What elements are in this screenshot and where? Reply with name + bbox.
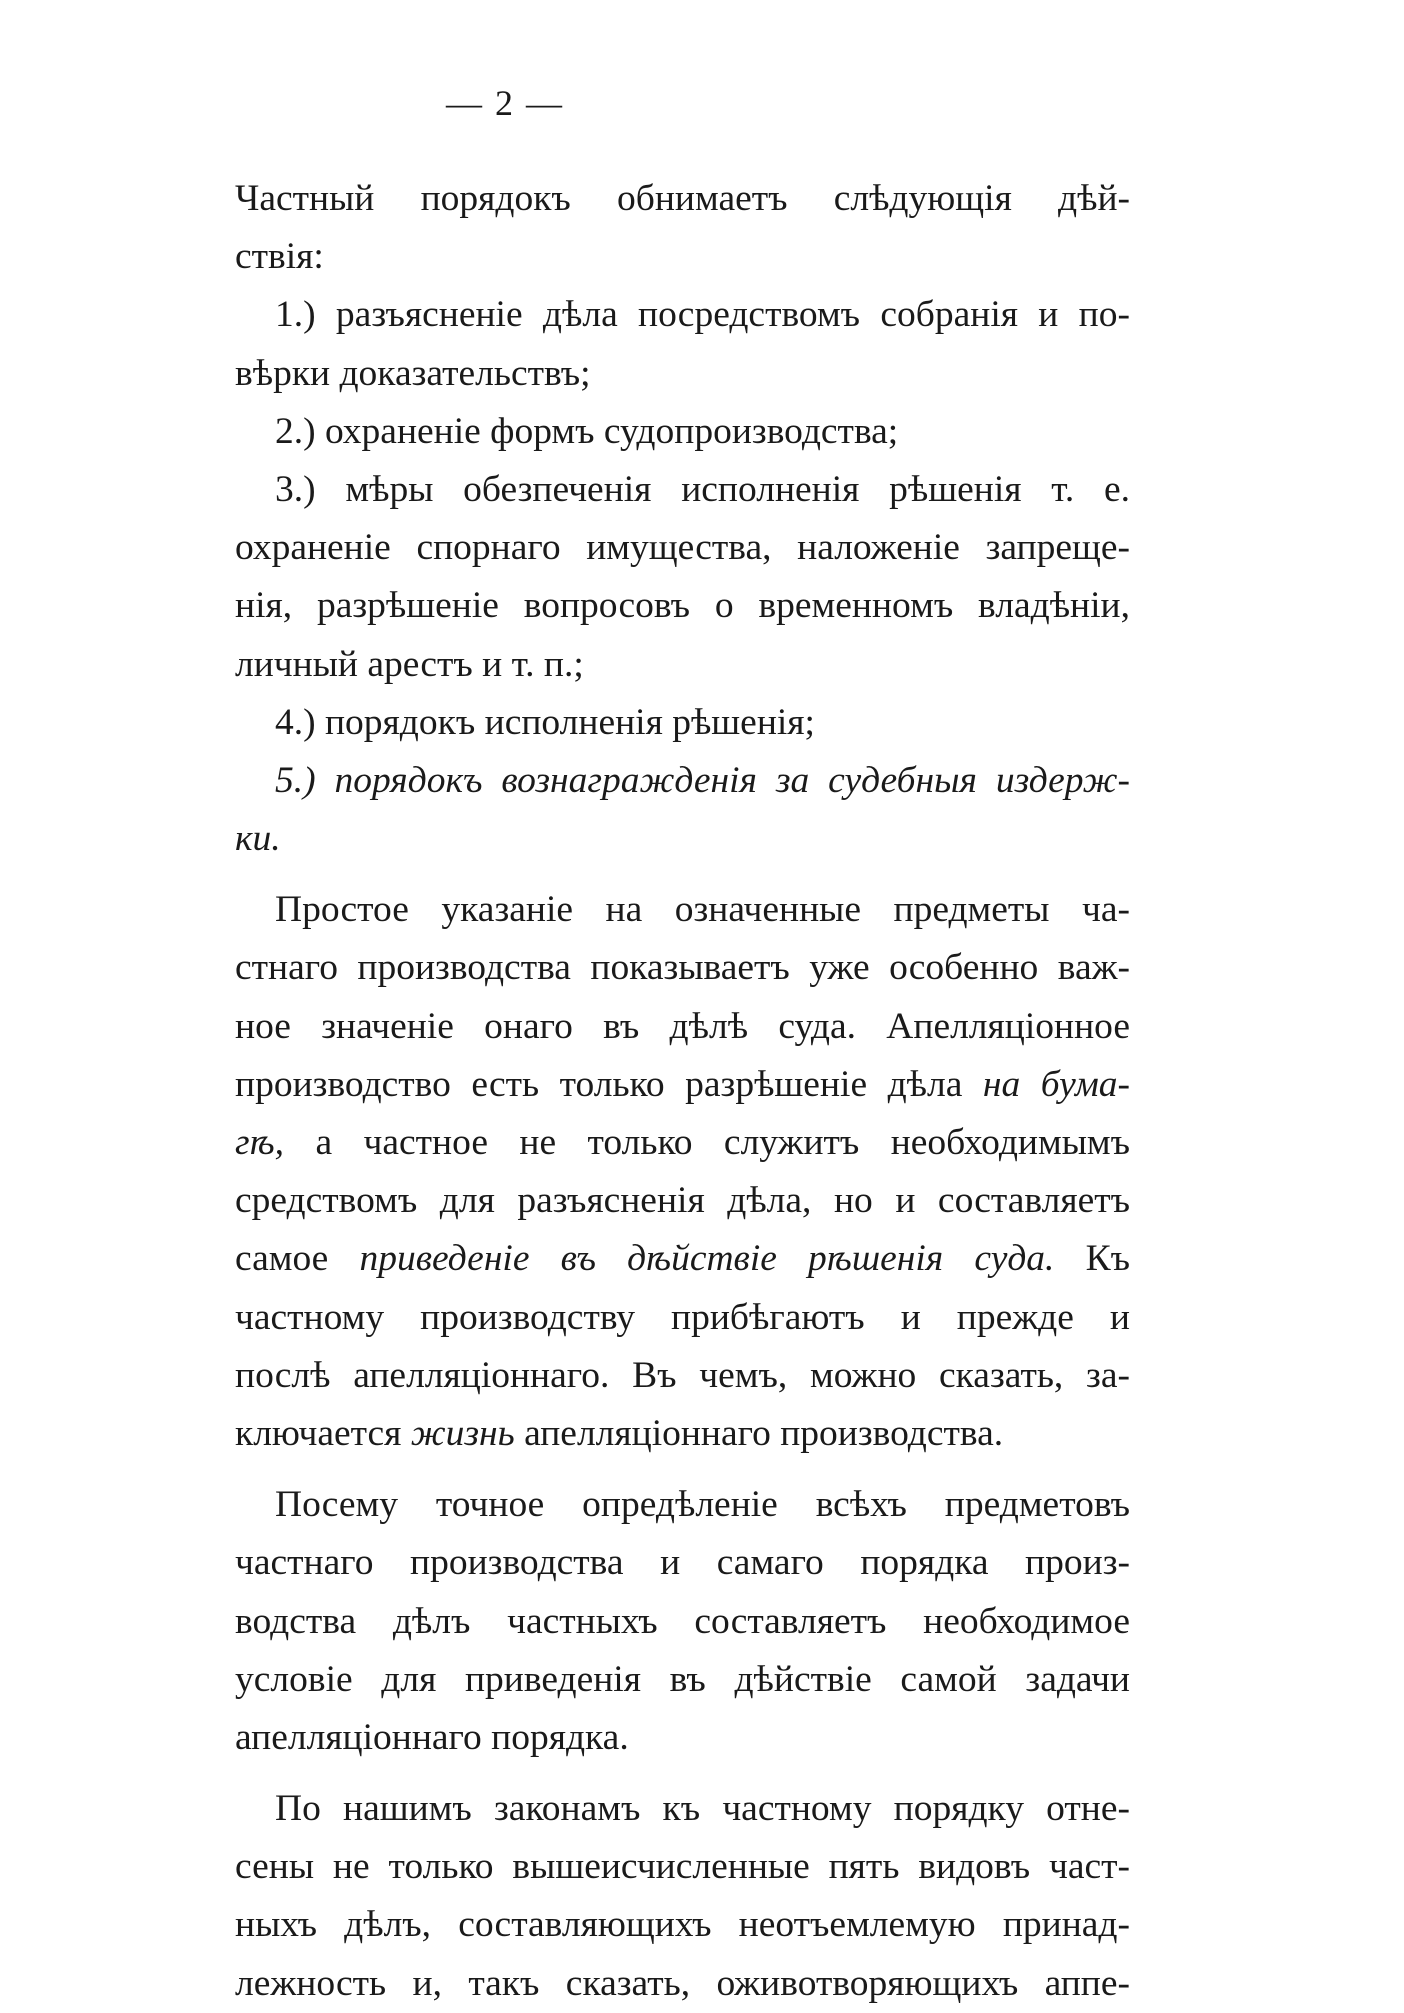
text-run-italic: на бума-: [982, 1063, 1130, 1105]
paragraph-simple-indication: [235, 881, 1130, 1463]
text-run: ключается: [235, 1412, 402, 1454]
list-item-1: [235, 286, 1130, 402]
text-line: [235, 1114, 1130, 1172]
text-run-italic: гѣ,: [235, 1122, 285, 1163]
list-item-4: [235, 694, 1130, 752]
page-number: — 2 —: [446, 83, 564, 123]
text-run: апелляціоннаго производства.: [524, 1412, 1004, 1454]
text-line: [235, 1230, 1130, 1288]
text-line: [235, 1405, 1130, 1463]
text-line: 2.) охраненіе формъ судопроизводства;: [275, 410, 899, 452]
text-line: частнаго производства и самаго порядка произ-: [235, 1542, 1130, 1584]
text-line: послѣ апелляціоннаго. Въ чемъ, можно сказать, за-: [235, 1354, 1130, 1396]
paragraph-intro: [235, 170, 1130, 286]
text-line: ки.: [235, 818, 281, 860]
text-run: Къ: [1085, 1238, 1130, 1280]
text-line: личный арестъ и т. п.;: [235, 643, 584, 685]
list-item-2: [235, 403, 1130, 461]
text-line: Частный порядокъ обнимаетъ слѣдующія дѣй-: [235, 178, 1130, 219]
list-item-3: [235, 461, 1130, 694]
text-line: условіе для приведенія въ дѣйствіе самой задачи: [235, 1658, 1130, 1700]
text-line: частному производству прибѣгаютъ и прежде и: [235, 1296, 1130, 1338]
text-run-italic: приведеніе въ дѣйствіе рѣшенія суда.: [359, 1238, 1055, 1280]
text-line: ное значеніе онаго въ дѣлѣ суда. Апелляціонное: [235, 1005, 1130, 1047]
text-line: вѣрки доказательствъ;: [235, 352, 591, 394]
text-line: апелляціоннаго порядка.: [235, 1716, 629, 1758]
text-line: нія, разрѣшеніе вопросовъ о временномъ владѣніи,: [235, 585, 1130, 627]
text-line: 4.) порядокъ исполненія рѣшенія;: [275, 701, 815, 743]
text-line: средствомъ для разъясненія дѣла, но и составляетъ: [235, 1180, 1130, 1222]
text-line: лежность и, такъ сказать, оживотворяющихъ аппе-: [235, 1962, 1130, 2004]
text-line: охраненіе спорнаго имущества, наложеніе запреще-: [235, 527, 1130, 569]
paragraph-therefore: [235, 1476, 1130, 1767]
text-line: [235, 1056, 1130, 1114]
text-line: Простое указаніе на означенные предметы ча-: [275, 889, 1130, 931]
text-line: ныхъ дѣлъ, составляющихъ неотъемлемую принад-: [235, 1904, 1130, 1946]
text-line: Посему точное опредѣленіе всѣхъ предметовъ: [275, 1484, 1130, 1526]
text-run: самое: [235, 1238, 329, 1280]
page-body: [235, 170, 1130, 2013]
text-line: По нашимъ законамъ къ частному порядку отне-: [275, 1788, 1130, 1830]
text-line: сены не только вышеисчисленные пять видовъ част-: [235, 1846, 1130, 1888]
text-run-italic: жизнь: [410, 1412, 515, 1454]
text-line: 5.) порядокъ вознагражденія за судебныя издерж-: [275, 759, 1130, 801]
text-line: водства дѣлъ частныхъ составляетъ необходимое: [235, 1600, 1130, 1642]
list-item-5: [235, 752, 1130, 868]
text-run: производство есть только разрѣшеніе дѣла: [235, 1063, 963, 1105]
text-line: 1.) разъясненіе дѣла посредствомъ собранія и по-: [275, 294, 1130, 336]
text-line: стнаго производства показываетъ уже особенно важ-: [235, 947, 1130, 989]
text-line: ствія:: [235, 236, 324, 278]
paragraph-by-our-laws: [235, 1780, 1130, 2013]
text-run: а частное не только служитъ необходимымъ: [315, 1122, 1131, 1163]
text-line: 3.) мѣры обезпеченія исполненія рѣшенія т. е.: [275, 468, 1130, 510]
